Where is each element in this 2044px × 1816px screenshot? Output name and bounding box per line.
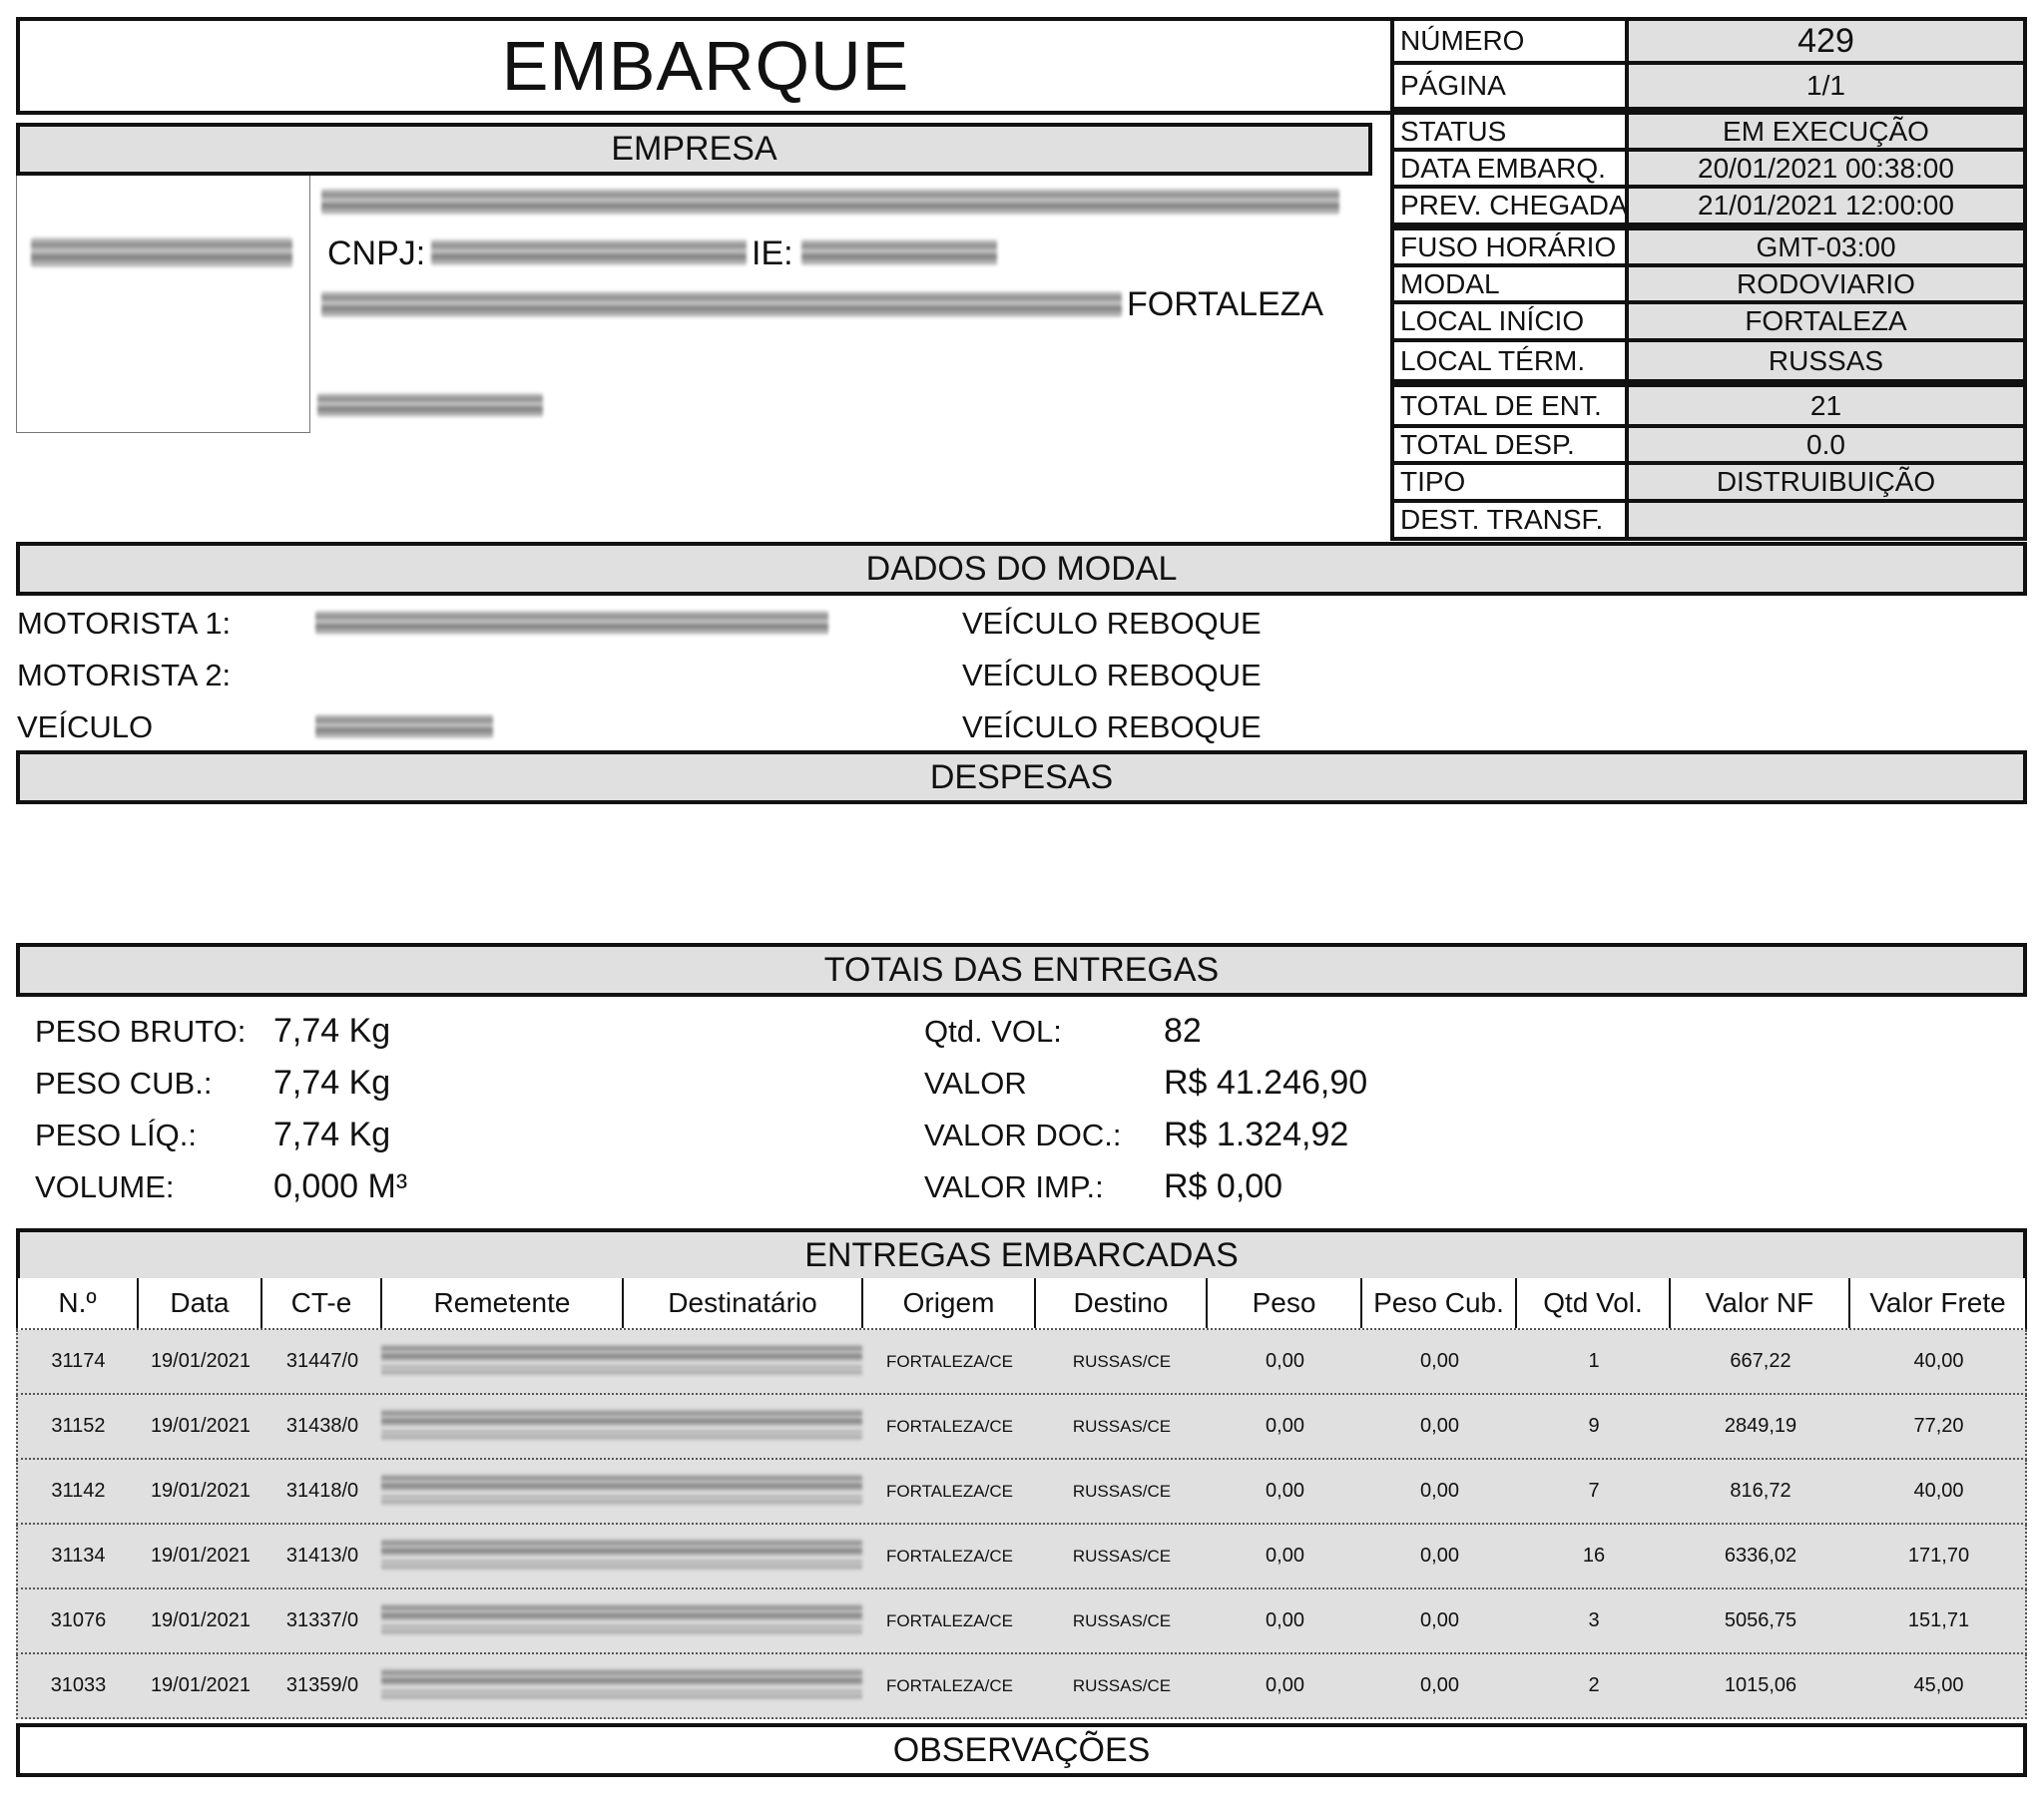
- cnpj-label: CNPJ:: [327, 234, 426, 272]
- cell-qtd-vol: 16: [1582, 1545, 1606, 1567]
- cell-valor-frete: 40,00: [1913, 1480, 1964, 1502]
- peso-cub-label: PESO CUB.:: [35, 1066, 213, 1101]
- cell-numero: 31142: [51, 1480, 106, 1502]
- redacted-ie: [801, 239, 997, 265]
- table-row: [16, 1395, 2027, 1460]
- motorista1-label: MOTORISTA 1:: [17, 606, 232, 641]
- table-row: [16, 1525, 2027, 1589]
- info-value-pagina: 1/1: [1629, 65, 2023, 107]
- cell-cte: 31438/0: [285, 1415, 359, 1437]
- section-title: OBSERVAÇÕES: [892, 1730, 1151, 1769]
- info-label: DEST. TRANSF.: [1394, 503, 1629, 537]
- cell-valor-nf: 2849,19: [1724, 1415, 1797, 1437]
- cell-valor-nf: 816,72: [1730, 1480, 1791, 1502]
- section-header-entregas: [16, 1228, 2027, 1282]
- cell-qtd-vol: 9: [1588, 1415, 1600, 1437]
- info-row-tipo: [1390, 461, 2027, 503]
- cell-qtd-vol: 7: [1588, 1480, 1600, 1502]
- cell-origem: FORTALEZA/CE: [886, 1416, 1013, 1436]
- table-row: [16, 1330, 2027, 1395]
- cell-peso: 0,00: [1266, 1545, 1304, 1567]
- cell-valor-frete: 45,00: [1913, 1674, 1964, 1696]
- info-label: LOCAL TÉRM.: [1394, 342, 1629, 379]
- info-row-pagina: [1390, 61, 2027, 111]
- redacted-remetente-destinatario: [381, 1429, 862, 1441]
- redacted-veiculo: [315, 714, 493, 738]
- redacted-cnpj: [431, 239, 747, 265]
- cell-peso-cub: 0,00: [1420, 1350, 1459, 1372]
- info-value-tipo: DISTRUIBUIÇÃO: [1629, 465, 2023, 499]
- cell-peso-cub: 0,00: [1420, 1674, 1459, 1696]
- info-row-dest-transf: [1390, 499, 2027, 541]
- info-value-total-desp: 0.0: [1629, 428, 2023, 461]
- table-row: [16, 1589, 2027, 1654]
- cell-peso: 0,00: [1266, 1480, 1304, 1502]
- redacted-remetente-destinatario: [381, 1603, 862, 1621]
- section-header-modal: [16, 542, 2027, 596]
- info-row-total-desp: [1390, 424, 2027, 465]
- valor-doc-value: R$ 1.324,92: [1164, 1116, 1349, 1153]
- cell-destino: RUSSAS/CE: [1072, 1675, 1172, 1695]
- cell-destino: RUSSAS/CE: [1072, 1546, 1172, 1566]
- cell-cte: 31359/0: [285, 1674, 359, 1696]
- info-value-local-inicio: FORTALEZA: [1629, 304, 2023, 338]
- col-header-destino: Destino: [1034, 1278, 1206, 1328]
- cell-numero: 31033: [50, 1674, 107, 1696]
- info-value-dest-transf: [1629, 503, 2023, 537]
- info-row-numero: [1390, 17, 2027, 65]
- info-label: FUSO HORÁRIO: [1394, 230, 1629, 263]
- cell-origem: FORTALEZA/CE: [886, 1481, 1013, 1501]
- info-row-total-ent: [1390, 383, 2027, 428]
- info-label: NÚMERO: [1394, 21, 1629, 61]
- info-value-total-ent: 21: [1629, 387, 2023, 424]
- cell-data: 19/01/2021: [150, 1609, 252, 1631]
- cell-qtd-vol: 1: [1588, 1350, 1600, 1372]
- cell-origem: FORTALEZA/CE: [886, 1351, 1013, 1371]
- cell-numero: 31152: [51, 1415, 106, 1437]
- section-header-empresa: [16, 123, 1372, 176]
- redacted-logo: [31, 237, 292, 267]
- cell-peso-cub: 0,00: [1420, 1480, 1459, 1502]
- redacted-remetente-destinatario: [381, 1344, 862, 1362]
- peso-bruto-value: 7,74 Kg: [273, 1012, 391, 1050]
- cell-valor-frete: 77,20: [1913, 1415, 1964, 1437]
- info-value-numero: 429: [1629, 21, 2023, 61]
- cell-data: 19/01/2021: [150, 1674, 252, 1696]
- col-header-remetente: Remetente: [380, 1278, 622, 1328]
- valor-doc-label: VALOR DOC.:: [924, 1118, 1122, 1152]
- col-header-valor-frete: Valor Frete: [1848, 1278, 2025, 1328]
- col-header-destinatario: Destinatário: [622, 1278, 861, 1328]
- cell-origem: FORTALEZA/CE: [886, 1610, 1013, 1630]
- redacted-remetente-destinatario: [381, 1409, 862, 1427]
- table-row: [16, 1654, 2027, 1719]
- section-title: TOTAIS DAS ENTREGAS: [823, 950, 1220, 989]
- col-header-valor-nf: Valor NF: [1669, 1278, 1848, 1328]
- cell-valor-nf: 5056,75: [1724, 1609, 1797, 1631]
- col-header-data: Data: [137, 1278, 260, 1328]
- info-value-data-embarq: 20/01/2021 00:38:00: [1629, 152, 2023, 185]
- section-header-observacoes: [16, 1723, 2027, 1777]
- info-value-fuso: GMT-03:00: [1629, 230, 2023, 263]
- info-label: TOTAL DE ENT.: [1394, 387, 1629, 424]
- info-label: DATA EMBARQ.: [1394, 152, 1629, 185]
- cell-valor-nf: 667,22: [1730, 1350, 1791, 1372]
- cell-peso: 0,00: [1266, 1674, 1304, 1696]
- motorista2-label: MOTORISTA 2:: [17, 658, 232, 692]
- cell-peso-cub: 0,00: [1420, 1609, 1459, 1631]
- cell-data: 19/01/2021: [150, 1350, 252, 1372]
- cell-peso: 0,00: [1266, 1609, 1304, 1631]
- section-title: DESPESAS: [929, 757, 1114, 796]
- cell-origem: FORTALEZA/CE: [886, 1546, 1013, 1566]
- cell-destino: RUSSAS/CE: [1072, 1610, 1172, 1630]
- info-row-local-inicio: [1390, 300, 2027, 342]
- reboque-label-3: VEÍCULO REBOQUE: [962, 709, 1262, 744]
- cell-valor-nf: 6336,02: [1724, 1545, 1797, 1567]
- info-value-prev-chegada: 21/01/2021 12:00:00: [1629, 189, 2023, 223]
- veiculo-label: VEÍCULO: [17, 709, 154, 744]
- peso-liq-value: 7,74 Kg: [273, 1116, 391, 1153]
- valor-label: VALOR: [924, 1066, 1027, 1101]
- section-title: ENTREGAS EMBARCADAS: [804, 1235, 1239, 1274]
- cell-data: 19/01/2021: [150, 1480, 252, 1502]
- cell-valor-nf: 1015,06: [1724, 1674, 1797, 1696]
- valor-imp-label: VALOR IMP.:: [924, 1169, 1104, 1204]
- info-value-local-term: RUSSAS: [1629, 342, 2023, 379]
- cell-destino: RUSSAS/CE: [1072, 1351, 1172, 1371]
- valor-imp-value: R$ 0,00: [1164, 1167, 1283, 1205]
- cell-valor-frete: 151,71: [1907, 1609, 1970, 1631]
- col-header-peso-cub: Peso Cub.: [1360, 1278, 1515, 1328]
- ie-label: IE:: [752, 234, 793, 272]
- valor-value: R$ 41.246,90: [1164, 1064, 1368, 1102]
- cell-peso: 0,00: [1266, 1415, 1304, 1437]
- cell-qtd-vol: 2: [1588, 1674, 1600, 1696]
- cell-origem: FORTALEZA/CE: [886, 1675, 1013, 1695]
- redacted-remetente-destinatario: [381, 1623, 862, 1635]
- info-value-modal: RODOVIARIO: [1629, 267, 2023, 300]
- cell-valor-frete: 40,00: [1913, 1350, 1964, 1372]
- cell-peso-cub: 0,00: [1420, 1545, 1459, 1567]
- info-value-status: EM EXECUÇÃO: [1629, 115, 2023, 148]
- redacted-company-name: [321, 189, 1339, 215]
- redacted-remetente-destinatario: [381, 1494, 862, 1506]
- cell-numero: 31174: [51, 1350, 106, 1372]
- reboque-label-2: VEÍCULO REBOQUE: [962, 658, 1262, 692]
- info-label: PÁGINA: [1394, 65, 1629, 107]
- redacted-remetente-destinatario: [381, 1668, 862, 1686]
- info-label: TOTAL DESP.: [1394, 428, 1629, 461]
- col-header-cte: CT-e: [260, 1278, 380, 1328]
- cell-valor-frete: 171,70: [1907, 1545, 1970, 1567]
- info-label: MODAL: [1394, 267, 1629, 300]
- redacted-address: [321, 291, 1122, 317]
- info-label: LOCAL INÍCIO: [1394, 304, 1629, 338]
- redacted-remetente-destinatario: [381, 1474, 862, 1492]
- company-logo-box: [16, 176, 310, 433]
- info-label: STATUS: [1394, 115, 1629, 148]
- cell-cte: 31337/0: [285, 1609, 359, 1631]
- peso-cub-value: 7,74 Kg: [273, 1064, 391, 1102]
- info-row-prev-chegada: [1390, 185, 2027, 229]
- peso-bruto-label: PESO BRUTO:: [35, 1014, 247, 1049]
- company-city: FORTALEZA: [1127, 285, 1324, 323]
- info-row-fuso: [1390, 227, 2027, 267]
- cell-qtd-vol: 3: [1588, 1609, 1600, 1631]
- document-title: EMBARQUE: [501, 27, 910, 105]
- reboque-label-1: VEÍCULO REBOQUE: [962, 606, 1262, 641]
- volume-value: 0,000 M³: [273, 1167, 408, 1205]
- redacted-remetente-destinatario: [381, 1539, 862, 1557]
- cell-numero: 31076: [50, 1609, 107, 1631]
- cell-cte: 31413/0: [285, 1545, 359, 1567]
- section-title: DADOS DO MODAL: [865, 549, 1178, 588]
- cell-cte: 31447/0: [285, 1350, 359, 1372]
- section-header-totais: [16, 943, 2027, 997]
- info-row-local-term: [1390, 338, 2027, 383]
- redacted-motorista1: [315, 611, 828, 635]
- section-title: EMPRESA: [611, 130, 777, 168]
- info-row-data-embarq: [1390, 148, 2027, 189]
- redacted-remetente-destinatario: [381, 1688, 862, 1700]
- qtd-vol-value: 82: [1164, 1012, 1202, 1050]
- section-header-despesas: [16, 750, 2027, 804]
- document-title-box: [16, 17, 1391, 115]
- redacted-remetente-destinatario: [381, 1559, 862, 1571]
- table-row: [16, 1460, 2027, 1525]
- cell-cte: 31418/0: [285, 1480, 359, 1502]
- cell-data: 19/01/2021: [150, 1545, 252, 1567]
- cell-peso-cub: 0,00: [1420, 1415, 1459, 1437]
- table-header-row: [16, 1278, 2027, 1330]
- cell-numero: 31134: [51, 1545, 106, 1567]
- col-header-peso: Peso: [1206, 1278, 1360, 1328]
- cell-peso: 0,00: [1266, 1350, 1304, 1372]
- info-label: TIPO: [1394, 465, 1629, 499]
- col-header-numero: N.º: [16, 1278, 137, 1328]
- redacted-remetente-destinatario: [381, 1364, 862, 1376]
- info-label: PREV. CHEGADA: [1394, 189, 1629, 223]
- cell-data: 19/01/2021: [150, 1415, 252, 1437]
- volume-label: VOLUME:: [35, 1169, 175, 1204]
- qtd-vol-label: Qtd. VOL:: [924, 1014, 1062, 1049]
- peso-liq-label: PESO LÍQ.:: [35, 1118, 197, 1152]
- info-row-modal: [1390, 263, 2027, 304]
- cell-destino: RUSSAS/CE: [1072, 1481, 1172, 1501]
- col-header-qtd-vol: Qtd Vol.: [1515, 1278, 1669, 1328]
- cell-destino: RUSSAS/CE: [1072, 1416, 1172, 1436]
- redacted-phone: [317, 393, 543, 417]
- info-row-status: [1390, 111, 2027, 152]
- col-header-origem: Origem: [861, 1278, 1034, 1328]
